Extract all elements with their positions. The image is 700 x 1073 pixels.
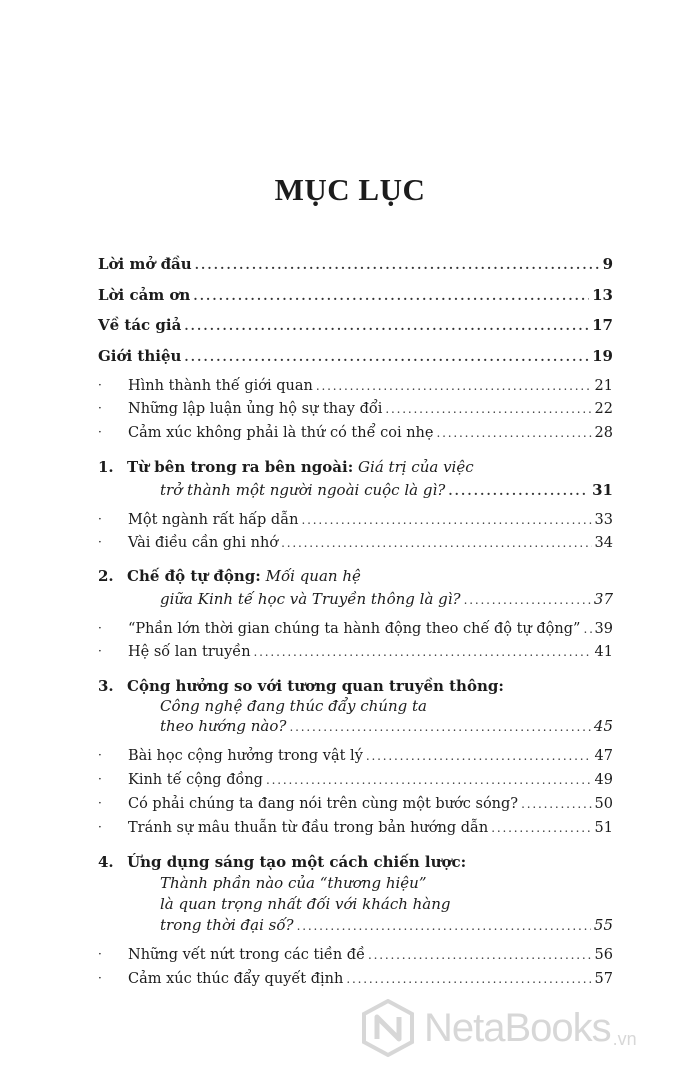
toc-entry-page: 28 bbox=[594, 425, 613, 441]
chapter-title-last-line[interactable] bbox=[160, 481, 613, 499]
leader-dots bbox=[301, 513, 591, 527]
bullet: · bbox=[98, 401, 102, 415]
leader-dots bbox=[266, 773, 592, 787]
leader-dots bbox=[289, 720, 590, 734]
leader-dots bbox=[281, 536, 591, 550]
leader-dots bbox=[385, 402, 591, 416]
chapter-title-bold: Từ bên trong ra bên ngoài: bbox=[127, 458, 354, 476]
toc-entry-label: Cảm xúc thúc đẩy quyết định bbox=[128, 971, 344, 987]
toc-subentry[interactable] bbox=[98, 644, 613, 660]
toc-entry-label: Những vết nứt trong các tiền đề bbox=[128, 947, 366, 963]
toc-entry-label: Về tác giả bbox=[98, 316, 182, 334]
bullet: · bbox=[98, 820, 102, 834]
toc-entry[interactable] bbox=[98, 255, 613, 273]
toc-entry-label: Tránh sự mâu thuẫn từ đầu trong bản hướng dẫn bbox=[128, 820, 489, 836]
leader-dots bbox=[436, 426, 591, 440]
toc-entry-page: 9 bbox=[602, 255, 613, 273]
chapter-title-cont: theo hướng nào? bbox=[160, 717, 287, 735]
chapter-title-bold: Chế độ tự động: bbox=[127, 567, 261, 585]
toc-subentry[interactable] bbox=[98, 772, 613, 788]
toc-entry-page: 41 bbox=[594, 644, 613, 660]
chapter-title-italic: Giá trị của việc bbox=[358, 458, 474, 476]
watermark-brand: NetaBooks bbox=[424, 1005, 611, 1050]
leader-dots bbox=[316, 379, 592, 393]
chapter-number: 4. bbox=[98, 853, 114, 871]
bullet: · bbox=[98, 772, 102, 786]
toc-entry-label: Hệ số lan truyền bbox=[128, 644, 251, 660]
chapter-title-cont: trong thời đại số? bbox=[160, 916, 294, 934]
bullet: · bbox=[98, 796, 102, 810]
bullet: · bbox=[98, 621, 102, 635]
toc-entry-page: 45 bbox=[593, 717, 613, 735]
bullet: · bbox=[98, 644, 102, 658]
chapter-title-last-line[interactable] bbox=[160, 717, 613, 735]
toc-subentry[interactable] bbox=[98, 947, 613, 963]
toc-entry-page: 51 bbox=[594, 820, 613, 836]
leader-dots bbox=[448, 484, 589, 498]
toc-entry[interactable] bbox=[98, 286, 613, 304]
toc-entry-label: “Phần lớn thời gian chúng ta hành động theo chế độ tự động” bbox=[128, 621, 581, 637]
leader-dots bbox=[184, 319, 589, 333]
page-title: MỤC LỤC bbox=[274, 172, 426, 207]
toc-entry[interactable] bbox=[98, 316, 613, 334]
toc-entry-label: Hình thành thế giới quan bbox=[128, 378, 313, 394]
toc-subentry[interactable] bbox=[98, 425, 613, 441]
toc-entry-page: 47 bbox=[594, 748, 613, 764]
toc-entry-page: 57 bbox=[594, 971, 613, 987]
toc-subentry[interactable] bbox=[98, 796, 613, 812]
toc-entry-label: Giới thiệu bbox=[98, 347, 182, 365]
chapter-title-cont: Thành phần nào của “thương hiệu” bbox=[160, 874, 427, 892]
bullet: · bbox=[98, 378, 102, 392]
toc-subentry[interactable] bbox=[98, 971, 613, 987]
toc-entry[interactable] bbox=[98, 347, 613, 365]
bullet: · bbox=[98, 971, 102, 985]
toc-entry-label: Có phải chúng ta đang nói trên cùng một bước sóng? bbox=[128, 796, 519, 812]
toc-entry-page: 55 bbox=[593, 916, 613, 934]
leader-dots bbox=[464, 593, 591, 607]
toc-entry-page: 50 bbox=[594, 796, 613, 812]
leader-dots bbox=[297, 919, 591, 933]
leader-dots bbox=[366, 749, 592, 763]
chapter-title-cont: trở thành một người ngoài cuộc là gì? bbox=[160, 481, 446, 499]
chapter-title-cont: giữa Kinh tế học và Truyền thông là gì? bbox=[160, 590, 461, 608]
chapter-title[interactable] bbox=[127, 677, 504, 695]
toc-entry-page: 22 bbox=[594, 401, 613, 417]
toc-subentry[interactable] bbox=[98, 401, 613, 417]
leader-dots bbox=[491, 821, 591, 835]
chapter-title-bold: Ứng dụng sáng tạo một cách chiến lược: bbox=[127, 853, 467, 871]
leader-dots bbox=[193, 289, 589, 303]
chapter-title[interactable] bbox=[127, 458, 474, 476]
chapter-title-cont: là quan trọng nhất đối với khách hàng bbox=[160, 895, 451, 913]
toc-subentry[interactable] bbox=[98, 512, 613, 528]
chapter-title[interactable] bbox=[127, 853, 466, 871]
toc-subentry[interactable] bbox=[98, 820, 613, 836]
toc-entry-page: 37 bbox=[593, 590, 613, 608]
toc-entry-page: 17 bbox=[592, 316, 613, 334]
toc-entry-page: 39 bbox=[594, 621, 613, 637]
chapter-title-bold: Cộng hưởng so với tương quan truyền thông: bbox=[127, 677, 504, 695]
toc-entry-label: Một ngành rất hấp dẫn bbox=[128, 512, 299, 528]
leader-dots bbox=[521, 797, 591, 811]
bullet: · bbox=[98, 748, 102, 762]
toc-entry-label: Bài học cộng hưởng trong vật lý bbox=[128, 748, 363, 764]
netabooks-logo-icon bbox=[362, 999, 414, 1057]
toc-entry-page: 19 bbox=[592, 347, 613, 365]
toc-entry-page: 33 bbox=[594, 512, 613, 528]
toc-entry-page: 13 bbox=[592, 286, 613, 304]
leader-dots bbox=[368, 948, 592, 962]
toc-entry-page: 31 bbox=[592, 481, 613, 499]
chapter-title-last-line[interactable] bbox=[160, 590, 613, 608]
toc-entry-label: Kinh tế cộng đồng bbox=[128, 772, 263, 788]
chapter-title-last-line[interactable] bbox=[160, 916, 613, 934]
bullet: · bbox=[98, 512, 102, 526]
toc-entry-label: Cảm xúc không phải là thứ có thể coi nhẹ bbox=[128, 425, 434, 441]
toc-entry-page: 56 bbox=[594, 947, 613, 963]
leader-dots bbox=[583, 622, 591, 636]
toc-subentry[interactable] bbox=[98, 535, 613, 551]
watermark-logo bbox=[362, 996, 692, 1060]
leader-dots bbox=[195, 258, 600, 272]
chapter-number: 2. bbox=[98, 567, 114, 585]
toc-subentry[interactable] bbox=[98, 378, 613, 394]
chapter-title-italic: Mối quan hệ bbox=[265, 567, 361, 585]
toc-entry-label: Lời cảm ơn bbox=[98, 286, 191, 304]
toc-subentry[interactable] bbox=[98, 621, 613, 637]
toc-entry-page: 34 bbox=[594, 535, 613, 551]
chapter-title[interactable] bbox=[127, 567, 361, 585]
leader-dots bbox=[184, 350, 589, 364]
bullet: · bbox=[98, 535, 102, 549]
chapter-number: 1. bbox=[98, 458, 114, 476]
leader-dots bbox=[346, 972, 591, 986]
leader-dots bbox=[254, 645, 592, 659]
bullet: · bbox=[98, 425, 102, 439]
toc-entry-label: Lời mở đầu bbox=[98, 255, 192, 273]
chapter-number: 3. bbox=[98, 677, 114, 695]
toc-entry-page: 49 bbox=[594, 772, 613, 788]
toc-entry-page: 21 bbox=[594, 378, 613, 394]
bullet: · bbox=[98, 947, 102, 961]
toc-entry-label: Vài điều cần ghi nhớ bbox=[128, 535, 279, 551]
chapter-title-cont: Công nghệ đang thúc đẩy chúng ta bbox=[160, 697, 427, 715]
toc-subentry[interactable] bbox=[98, 748, 613, 764]
watermark-tld: .vn bbox=[612, 1029, 637, 1049]
toc-entry-label: Những lập luận ủng hộ sự thay đổi bbox=[128, 401, 383, 417]
